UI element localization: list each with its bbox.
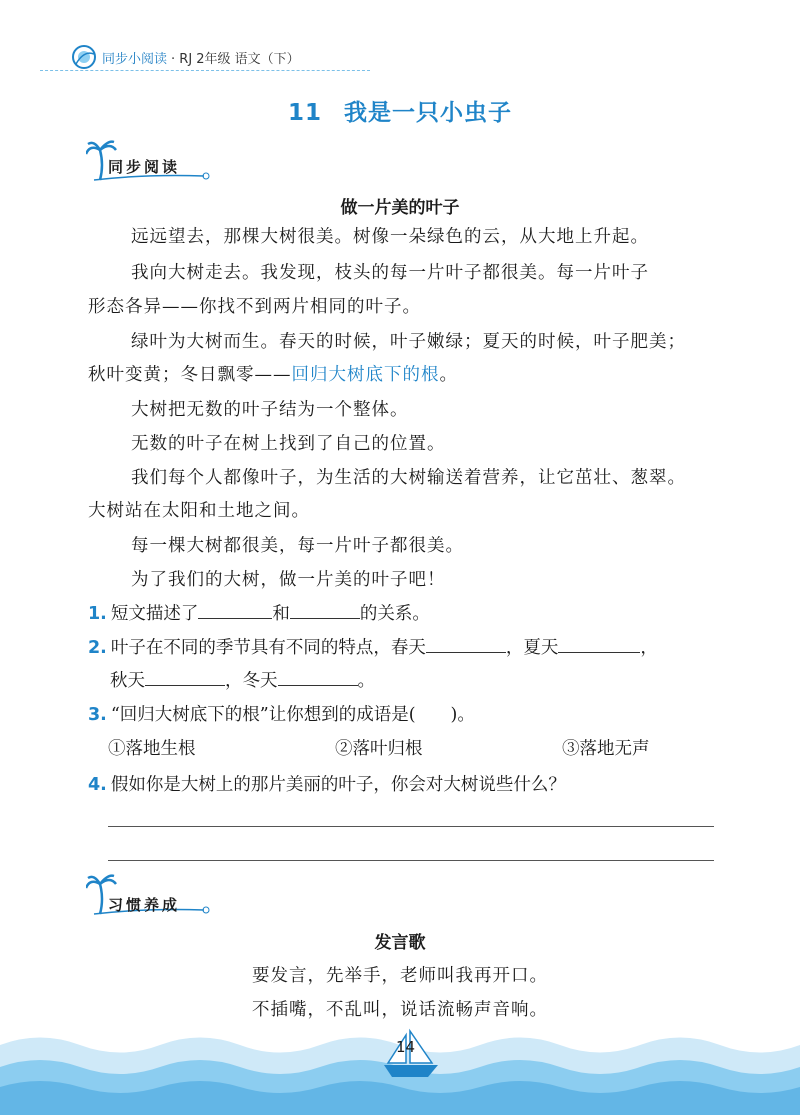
paragraph: 为了我们的大树，做一片美的叶子吧！ [131, 570, 446, 590]
section-label: 习惯养成 [108, 896, 181, 914]
question-text: 假如你是大树上的那片美丽的叶子，你会对大树说些什么？ [110, 775, 566, 795]
paragraph: 无数的叶子在树上找到了自己的位置。 [131, 434, 446, 454]
section-badge-reading [86, 140, 216, 188]
question-2-continued [110, 664, 375, 699]
question-text: 和 [272, 604, 290, 624]
lesson-title [0, 94, 800, 127]
paragraph: 大树把无数的叶子结为一个整体。 [131, 400, 409, 420]
paragraph: 我们每个人都像叶子，为生活的大树输送着营养，让它茁壮、葱翠。 [131, 468, 686, 488]
header-divider [40, 70, 370, 72]
edition-info: · RJ 2年级 语文（下） [171, 52, 300, 67]
paragraph-continued: 大树站在太阳和土地之间。 [88, 501, 310, 521]
question-2 [88, 631, 658, 666]
question-number: 4. [88, 775, 107, 795]
lesson-number: 11 [287, 100, 322, 126]
paragraph-continued: 形态各异——你找不到两片相同的叶子。 [88, 297, 421, 317]
article-title: 做一片美的叶子 [340, 198, 460, 218]
section-badge-habits [86, 874, 216, 922]
question-4 [88, 768, 566, 803]
question-text: ，冬天 [225, 671, 278, 691]
question-text: 。 [357, 671, 375, 691]
poem-line: 不插嘴，不乱叫，说话流畅声音响。 [252, 1000, 548, 1020]
highlighted-phrase: 回归大树底下的根 [291, 365, 440, 385]
answer-blank[interactable] [558, 632, 640, 653]
paragraph: 绿叶为大树而生。春天的时候，叶子嫩绿；夏天的时候，叶子肥美； [131, 332, 686, 352]
text: 。 [439, 365, 458, 385]
answer-blank[interactable] [145, 665, 225, 686]
section-label: 同步阅读 [108, 158, 181, 176]
answer-line[interactable] [108, 860, 714, 861]
question-text: 的关系。 [359, 604, 430, 624]
text: 秋叶变黄；冬日飘零—— [88, 365, 292, 385]
series-logo-icon [70, 44, 100, 70]
answer-blank[interactable] [278, 665, 358, 686]
question-number: 2. [88, 638, 107, 658]
question-1 [88, 597, 430, 632]
answer-line[interactable] [108, 826, 714, 827]
option-2[interactable]: ②落叶归根 [335, 739, 423, 759]
answer-blank[interactable] [198, 598, 272, 619]
option-3[interactable]: ③落地无声 [562, 739, 650, 759]
question-number: 3. [88, 705, 107, 725]
option-1[interactable]: ①落地生根 [108, 739, 196, 759]
question-text: “回归大树底下的根”让你想到的成语是( )。 [110, 705, 475, 725]
poem-line: 要发言，先举手，老师叫我再开口。 [252, 966, 548, 986]
paragraph: 远远望去，那棵大树很美。树像一朵绿色的云，从大地上升起。 [131, 227, 649, 247]
answer-blank[interactable] [290, 598, 360, 619]
paragraph: 每一棵大树都很美，每一片叶子都很美。 [131, 536, 464, 556]
paragraph-continued [88, 358, 458, 393]
question-text: ， [640, 638, 658, 658]
question-text: 短文描述了 [110, 604, 199, 624]
answer-blank[interactable] [426, 632, 506, 653]
running-header [102, 48, 300, 67]
poem-title: 发言歌 [374, 933, 426, 953]
question-number: 1. [88, 604, 107, 624]
question-3 [88, 698, 475, 733]
paragraph: 我向大树走去。我发现，枝头的每一片叶子都很美。每一片叶子 [131, 263, 649, 283]
series-name: 同步小阅读 [102, 52, 168, 67]
question-text: 叶子在不同的季节具有不同的特点，春天 [110, 638, 426, 658]
question-text: 秋天 [110, 671, 145, 691]
question-text: ，夏天 [505, 638, 559, 658]
lesson-name: 我是一只小虫子 [344, 100, 512, 126]
page-number: 14 [396, 1038, 416, 1056]
